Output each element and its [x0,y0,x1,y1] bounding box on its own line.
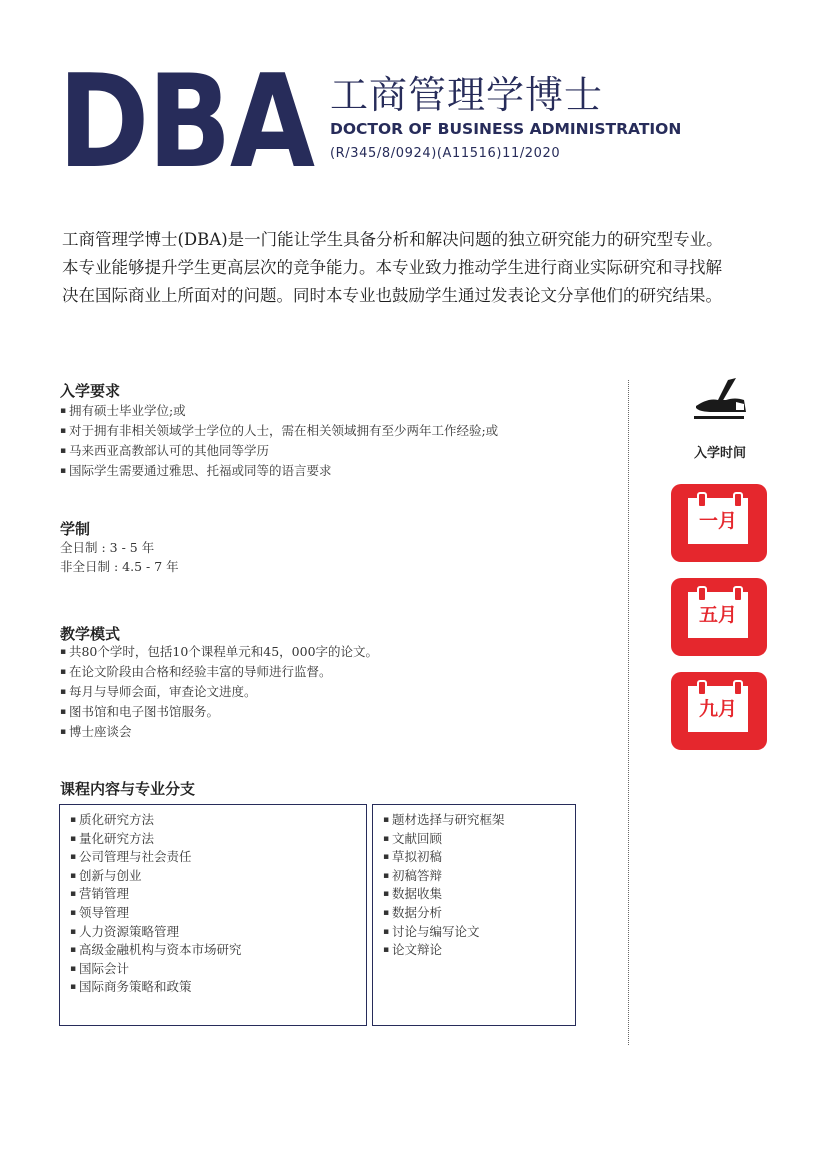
research-stages-list [383,811,565,960]
list-item: ▪ 数据收集 [383,885,565,904]
dba-logo: DBA [58,48,314,197]
list-item: ▪ 国际学生需要通过雅思、托福或同等的语言要求 [60,461,498,481]
list-item: ▪ 在论文阶段由合格和经验丰富的导师进行监督。 [60,662,378,682]
list-item: ▪ 国际会计 [70,960,356,979]
list-item: ▪ 文献回顾 [383,830,565,849]
page-title: 工商管理学博士 [330,73,604,117]
list-item: ▪ 数据分析 [383,904,565,923]
intro-line: 工商管理学博士(DBA)是一门能让学生具备分析和解决问题的独立研究能力的研究型专业。 [62,230,723,249]
list-item: ▪ 人力资源策略管理 [70,923,356,942]
list-item: ▪ 创新与创业 [70,867,356,886]
list-item: ▪ 初稿答辩 [383,867,565,886]
intro-line: 决在国际商业上所面对的问题。同时本专业也鼓励学生通过发表论文分享他们的研究结果。 [62,286,722,305]
intake-month: 五月 [698,604,737,626]
list-item: ▪ 图书馆和电子图书馆服务。 [60,702,378,722]
intro-paragraph [62,226,782,310]
core-courses-list [70,811,356,997]
full-time-duration: 全日制 : 3 - 5 年 [60,540,155,555]
list-item: ▪ 公司管理与社会责任 [70,848,356,867]
list-item: ▪ 高级金融机构与资本市场研究 [70,941,356,960]
list-item: ▪ 质化研究方法 [70,811,356,830]
core-courses-box [59,804,367,1026]
admission-list [60,401,498,481]
intake-month: 九月 [698,698,737,720]
intake-september [671,672,767,750]
duration-title: 学制 [60,520,91,538]
list-item: ▪ 每月与导师会面，审查论文进度。 [60,682,378,702]
list-item: ▪ 领导管理 [70,904,356,923]
page-subtitle: DOCTOR OF BUSINESS ADMINISTRATION [330,120,682,138]
research-stages-box [372,804,576,1026]
intake-month: 一月 [698,510,737,532]
curriculum-title: 课程内容与专业分支 [60,780,196,798]
intake-january [671,484,767,562]
teaching-title: 教学模式 [60,625,121,643]
intro-line: 本专业能够提升学生更高层次的竞争能力。本专业致力推动学生进行商业实际研究和寻找解 [62,258,722,277]
list-item: ▪ 共80个学时，包括10个课程单元和45，000字的论文。 [60,642,378,662]
program-code: (R/345/8/0924)(A11516)11/2020 [330,146,561,161]
admission-title: 入学要求 [60,382,121,400]
list-item: ▪ 拥有硕士毕业学位;或 [60,401,498,421]
list-item: ▪ 论文辩论 [383,941,565,960]
dotted-divider [628,380,629,1045]
list-item: ▪ 营销管理 [70,885,356,904]
list-item: ▪ 草拟初稿 [383,848,565,867]
signing-hand-icon [692,376,748,424]
teaching-list [60,642,378,742]
list-item: ▪ 马来西亚高教部认可的其他同等学历 [60,441,498,461]
list-item: ▪ 题材选择与研究框架 [383,811,565,830]
list-item: ▪ 国际商务策略和政策 [70,978,356,997]
list-item: ▪ 讨论与编写论文 [383,923,565,942]
list-item: ▪ 对于拥有非相关领域学士学位的人士，需在相关领域拥有至少两年工作经验;或 [60,421,498,441]
list-item: ▪ 量化研究方法 [70,830,356,849]
intake-label: 入学时间 [693,446,746,461]
part-time-duration: 非全日制 : 4.5 - 7 年 [60,559,179,574]
list-item: ▪ 博士座谈会 [60,722,378,742]
intake-may [671,578,767,656]
